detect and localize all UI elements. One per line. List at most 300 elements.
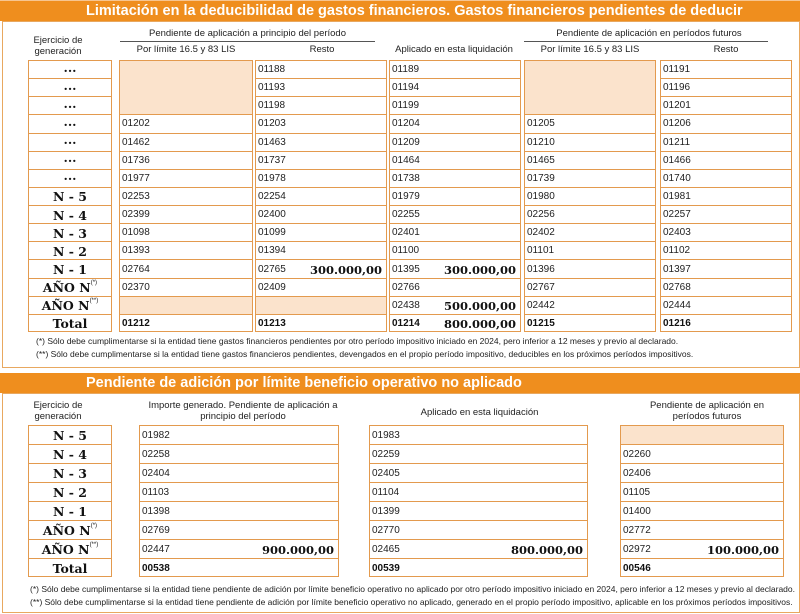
s1-field-c1-cell[interactable]	[120, 188, 252, 206]
s1-field-c1-cell[interactable]	[120, 260, 252, 278]
s2-row-label	[29, 561, 111, 576]
s1-row-label-text: AÑO N	[42, 280, 91, 296]
s1-field-c3-cell[interactable]	[390, 297, 520, 315]
s1-field-c5-cell[interactable]	[661, 134, 791, 152]
s2-row-label-text: N - 2	[52, 485, 87, 500]
s1-field-code: 02444	[663, 299, 691, 311]
s1-field-code: 01739	[527, 172, 555, 184]
s1-field-c1-cell[interactable]	[120, 297, 252, 315]
s2-field-value: 100.000,00	[706, 542, 779, 557]
s2-field-c3-cell[interactable]	[621, 445, 783, 464]
s1-field-code: 01204	[392, 118, 420, 130]
s1-field-code: 01738	[392, 172, 420, 184]
s1-field-c4-cell[interactable]	[525, 297, 655, 315]
s2-row-label	[29, 542, 111, 557]
s2-field-code: 02769	[142, 524, 170, 536]
s2-field-code: 00546	[623, 562, 651, 574]
s2-row-label	[29, 447, 111, 462]
s1-field-code: 01977	[122, 172, 150, 184]
s2-field-code: 02972	[623, 543, 651, 555]
s1-row-label-text: ···	[63, 171, 77, 187]
s2-field-code: 01983	[372, 429, 400, 441]
s2-field-code: 02259	[372, 448, 400, 460]
s1-row-label	[29, 226, 111, 241]
s1-field-code: 01189	[392, 64, 420, 76]
s1-header-ejercicio: Ejercicio de generación	[33, 35, 83, 57]
s1-row-label-text: Total	[52, 316, 88, 332]
s2-row-label-text: N - 3	[52, 466, 87, 481]
s1-label-cell	[29, 297, 111, 315]
s1-field-c2-cell[interactable]	[256, 279, 386, 297]
s1-field-code: 02253	[122, 190, 150, 202]
s1-field-code: 01206	[663, 118, 691, 130]
s1-label-cell	[29, 97, 111, 115]
s1-column-ejercicio	[28, 60, 112, 332]
s1-row-label-text: AÑO N	[41, 298, 90, 314]
section2-title: Pendiente de adición por límite beneficio operativo no aplicado	[86, 375, 522, 391]
s2-field-c2-cell[interactable]	[370, 521, 587, 540]
s1-field-c2-cell[interactable]	[256, 224, 386, 242]
s2-field-code: 02772	[623, 524, 651, 536]
s2-note-1: (*) Sólo debe cumplimentarse si la entidad tiene pendiente de adición por límite beneficio operativo no aplicado por otro período impositivo iniciado en 2024, pero inferior a 12 meses y previo al declarado.	[30, 584, 795, 594]
s2-column-importe	[139, 425, 339, 577]
s2-field-c1-cell[interactable]	[140, 521, 338, 540]
s1-field-code: 01201	[663, 100, 691, 112]
s1-field-code: 01211	[663, 136, 691, 148]
s1-label-cell	[29, 315, 111, 333]
s1-field-c5-cell[interactable]	[661, 115, 791, 133]
s1-field-c2-cell[interactable]	[256, 170, 386, 188]
s2-field-c2-cell[interactable]	[370, 559, 587, 578]
s2-field-code: 02405	[372, 467, 400, 479]
s1-label-cell	[29, 79, 111, 97]
s1-row-label	[29, 208, 111, 223]
s1-field-code: 01466	[663, 154, 691, 166]
s1-field-code: 01198	[258, 100, 286, 112]
s2-row-label	[29, 485, 111, 500]
s2-field-c1-cell[interactable]	[140, 426, 338, 445]
s1-field-code: 01397	[663, 263, 691, 275]
s1-field-code: 01213	[258, 317, 286, 329]
s1-row-label	[29, 135, 111, 150]
s1-row-label-text: N - 1	[52, 262, 87, 278]
s1-field-c2-cell[interactable]	[256, 206, 386, 224]
s2-field-code: 02406	[623, 467, 651, 479]
s1-field-c3-cell[interactable]	[390, 206, 520, 224]
s1-field-c2-cell[interactable]	[256, 97, 386, 115]
s1-field-value: 800.000,00	[443, 316, 516, 331]
s1-label-cell	[29, 115, 111, 133]
s1-field-c2-cell[interactable]	[256, 242, 386, 260]
s1-field-code: 02256	[527, 209, 555, 221]
s1-note-2: (**) Sólo debe cumplimentarse si la entidad tiene gastos financieros pendientes, devengados en el propio período impositivo, deducibles en los próximos períodos impositivos.	[36, 349, 694, 359]
s1-field-c5-cell[interactable]	[661, 297, 791, 315]
s2-field-value: 900.000,00	[261, 542, 334, 557]
s1-field-code: 01462	[122, 136, 150, 148]
s1-field-code: 01102	[663, 245, 691, 257]
s1-row-label-text: N - 2	[52, 243, 87, 259]
s1-field-c5-cell[interactable]	[661, 242, 791, 260]
s2-field-c1-cell[interactable]	[140, 502, 338, 521]
s1-row-label	[29, 262, 111, 277]
s1-field-c2-cell[interactable]	[256, 115, 386, 133]
s1-field-c3-cell[interactable]	[390, 97, 520, 115]
s1-field-code: 02401	[392, 227, 420, 239]
s2-field-c2-cell[interactable]	[370, 426, 587, 445]
s1-field-c4-cell[interactable]	[525, 170, 655, 188]
s1-label-cell	[29, 134, 111, 152]
s1-field-code: 02766	[392, 281, 420, 293]
s1-header-pendiente-inicio: Pendiente de aplicación a principio del período	[149, 28, 346, 39]
s1-field-c1-cell[interactable]	[120, 279, 252, 297]
s2-row-label-text: N - 5	[52, 428, 87, 443]
s1-row-label	[29, 99, 111, 114]
s2-header-importe: Importe generado. Pendiente de aplicación a principio del período	[148, 400, 338, 422]
s2-row-label	[29, 523, 111, 538]
s2-field-code: 02770	[372, 524, 400, 536]
s1-field-c3-cell[interactable]	[390, 61, 520, 79]
s2-row-label-text: N - 1	[52, 504, 87, 519]
s2-field-c1-cell[interactable]	[140, 559, 338, 578]
s1-row-label	[29, 171, 111, 186]
s1-field-code: 02442	[527, 299, 555, 311]
s2-field-code: 02260	[623, 448, 651, 460]
s2-field-c3-cell[interactable]	[621, 483, 783, 502]
s1-row-label	[29, 63, 111, 78]
s1-field-c1-cell[interactable]	[120, 134, 252, 152]
s1-field-c4-cell[interactable]	[525, 224, 655, 242]
s1-field-c3-cell[interactable]	[390, 134, 520, 152]
s1-label-cell	[29, 242, 111, 260]
s1-row-label-text: ···	[63, 116, 77, 132]
s1-row-label-text: ···	[63, 153, 77, 169]
s1-row-label-text: N - 4	[52, 207, 87, 223]
s1-field-c2-cell[interactable]	[256, 79, 386, 97]
s1-header-underline	[120, 41, 375, 42]
s1-row-label-footnote: (**)	[89, 298, 99, 305]
s1-field-c3-cell[interactable]	[390, 260, 520, 278]
s1-field-c5-cell[interactable]	[661, 206, 791, 224]
s2-column-ejercicio	[28, 425, 112, 577]
s2-field-c3-cell[interactable]	[621, 540, 783, 559]
s2-field-code: 00539	[372, 562, 400, 574]
s1-field-c3-cell[interactable]	[390, 170, 520, 188]
s2-field-c1-cell[interactable]	[140, 445, 338, 464]
s1-field-code: 02402	[527, 227, 555, 239]
s1-field-code: 01098	[122, 227, 150, 239]
s1-field-code: 02765	[258, 263, 286, 275]
s1-field-code: 01980	[527, 190, 555, 202]
s1-field-code: 01193	[258, 82, 286, 94]
s2-field-c3-cell[interactable]	[621, 559, 783, 578]
s2-field-code: 01399	[372, 505, 400, 517]
s1-field-code: 01396	[527, 263, 555, 275]
s1-field-c5-cell[interactable]	[661, 97, 791, 115]
s2-field-code: 01398	[142, 505, 170, 517]
s1-row-label	[29, 316, 111, 331]
s1-column-resto	[255, 60, 387, 332]
s1-field-c2-cell[interactable]	[256, 315, 386, 333]
s1-field-code: 01202	[122, 118, 150, 130]
s1-field-code: 01216	[663, 317, 691, 329]
s1-field-c3-cell[interactable]	[390, 115, 520, 133]
s2-field-c1-cell[interactable]	[140, 483, 338, 502]
s1-field-c1-cell[interactable]	[120, 315, 252, 333]
s2-row-label	[29, 428, 111, 443]
s1-field-code: 02254	[258, 190, 286, 202]
s1-field-c4-cell[interactable]	[525, 279, 655, 297]
s2-field-c3-cell[interactable]	[621, 521, 783, 540]
s2-column-pendiente	[620, 425, 784, 577]
s1-field-code: 01209	[392, 136, 420, 148]
s1-label-cell	[29, 279, 111, 297]
s2-label-cell	[29, 559, 111, 578]
s2-row-label-text: AÑO N	[41, 542, 90, 557]
s1-field-c3-cell[interactable]	[390, 315, 520, 333]
s1-field-code: 01188	[258, 64, 286, 76]
s2-field-code: 02404	[142, 467, 170, 479]
s1-row-label	[29, 280, 111, 295]
s2-field-code: 01103	[142, 486, 170, 498]
s1-field-c4-cell[interactable]	[525, 206, 655, 224]
s2-row-label-footnote: (**)	[89, 542, 99, 548]
s1-field-c4-cell[interactable]	[525, 242, 655, 260]
s2-header-ejercicio: Ejercicio de generación	[33, 400, 83, 422]
s1-field-code: 01394	[258, 245, 286, 257]
s1-field-code: 01463	[258, 136, 286, 148]
s2-row-label-text: N - 4	[52, 447, 87, 462]
s2-field-code: 01982	[142, 429, 170, 441]
s1-field-c2-cell[interactable]	[256, 61, 386, 79]
s1-field-c3-cell[interactable]	[390, 242, 520, 260]
s2-field-c3-cell[interactable]	[621, 426, 783, 445]
s1-header-por-limite: Por límite 16.5 y 83 LIS	[136, 44, 236, 55]
s1-field-c4-cell[interactable]	[525, 97, 655, 115]
s1-row-label	[29, 298, 111, 313]
s2-field-c3-cell[interactable]	[621, 502, 783, 521]
s1-field-value: 300.000,00	[443, 262, 516, 277]
s1-label-cell	[29, 61, 111, 79]
s2-field-code: 01105	[623, 486, 651, 498]
s1-label-cell	[29, 224, 111, 242]
s1-field-code: 01393	[122, 245, 150, 257]
s1-field-c1-cell[interactable]	[120, 170, 252, 188]
s1-field-c4-cell[interactable]	[525, 79, 655, 97]
s1-field-c4-cell[interactable]	[525, 260, 655, 278]
s1-row-label	[29, 81, 111, 96]
s1-field-c5-cell[interactable]	[661, 260, 791, 278]
s1-label-cell	[29, 206, 111, 224]
s2-field-c2-cell[interactable]	[370, 502, 587, 521]
s1-field-c1-cell[interactable]	[120, 115, 252, 133]
s2-field-code: 00538	[142, 562, 170, 574]
s1-field-c3-cell[interactable]	[390, 79, 520, 97]
s1-header-por-limite-2: Por límite 16.5 y 83 LIS	[540, 44, 640, 55]
s1-row-label-text: N - 5	[52, 189, 87, 205]
s2-row-label-footnote: (*)	[90, 523, 98, 529]
s1-field-c2-cell[interactable]	[256, 134, 386, 152]
s1-field-code: 01100	[392, 245, 420, 257]
s1-field-c5-cell[interactable]	[661, 79, 791, 97]
s1-field-c3-cell[interactable]	[390, 152, 520, 170]
s1-field-c3-cell[interactable]	[390, 188, 520, 206]
s2-header-aplicado: Aplicado en esta liquidación	[420, 407, 539, 418]
s1-field-code: 02255	[392, 209, 420, 221]
s1-row-label-text: N - 3	[52, 225, 87, 241]
s1-field-c5-cell[interactable]	[661, 279, 791, 297]
s2-field-code: 02447	[142, 543, 170, 555]
s1-field-value: 500.000,00	[443, 298, 516, 313]
s2-field-c1-cell[interactable]	[140, 464, 338, 483]
s1-row-label-text: ···	[63, 135, 77, 151]
s1-field-c1-cell[interactable]	[120, 242, 252, 260]
s1-label-cell	[29, 170, 111, 188]
s1-field-c5-cell[interactable]	[661, 315, 791, 333]
s2-row-label-text: Total	[52, 561, 88, 576]
s2-field-code: 01400	[623, 505, 651, 517]
s1-field-code: 01464	[392, 154, 420, 166]
s1-field-code: 02399	[122, 209, 150, 221]
s1-row-label	[29, 189, 111, 204]
s1-field-c1-cell[interactable]	[120, 224, 252, 242]
s1-field-c2-cell[interactable]	[256, 152, 386, 170]
s1-field-c1-cell[interactable]	[120, 206, 252, 224]
s1-field-c4-cell[interactable]	[525, 152, 655, 170]
s1-field-c4-cell[interactable]	[525, 315, 655, 333]
s1-field-code: 01210	[527, 136, 555, 148]
s1-field-c5-cell[interactable]	[661, 170, 791, 188]
s2-note-2: (**) Sólo debe cumplimentarse si la entidad tiene pendiente de adición por límite beneficio operativo no aplicado, generado en el propio período impositivo, aplicable en los próximos períodos impositivos.	[30, 597, 793, 607]
s1-field-c4-cell[interactable]	[525, 134, 655, 152]
s1-field-code: 01981	[663, 190, 691, 202]
s1-field-code: 02257	[663, 209, 691, 221]
s1-label-cell	[29, 188, 111, 206]
s1-field-code: 01979	[392, 190, 420, 202]
s1-field-c2-cell[interactable]	[256, 260, 386, 278]
s1-field-code: 01465	[527, 154, 555, 166]
s1-field-code: 01191	[663, 64, 691, 76]
s1-field-c5-cell[interactable]	[661, 61, 791, 79]
s2-field-code: 02465	[372, 543, 400, 555]
section1-title-band	[0, 0, 800, 21]
s1-field-c2-cell[interactable]	[256, 297, 386, 315]
s1-field-code: 02370	[122, 281, 150, 293]
s2-label-cell	[29, 483, 111, 502]
s2-field-c2-cell[interactable]	[370, 445, 587, 464]
s1-field-c4-cell[interactable]	[525, 61, 655, 79]
s2-field-value: 800.000,00	[510, 542, 583, 557]
s2-field-code: 02258	[142, 448, 170, 460]
s1-field-code: 01196	[663, 82, 691, 94]
s1-field-c1-cell[interactable]	[120, 61, 252, 79]
s1-row-label	[29, 153, 111, 168]
s1-field-c5-cell[interactable]	[661, 224, 791, 242]
s2-field-code: 01104	[372, 486, 400, 498]
s1-row-label	[29, 244, 111, 259]
s2-field-c3-cell[interactable]	[621, 464, 783, 483]
s1-field-c5-cell[interactable]	[661, 152, 791, 170]
s1-field-c5-cell[interactable]	[661, 188, 791, 206]
s1-field-code: 02409	[258, 281, 286, 293]
s1-field-code: 01194	[392, 82, 420, 94]
s1-header-aplicado: Aplicado en esta liquidación	[395, 44, 513, 55]
s1-field-code: 01736	[122, 154, 150, 166]
s1-column-por-limite	[119, 60, 253, 332]
s2-field-c2-cell[interactable]	[370, 464, 587, 483]
s1-field-c2-cell[interactable]	[256, 188, 386, 206]
s1-note-1: (*) Sólo debe cumplimentarse si la entidad tiene gastos financieros pendientes por otro período impositivo iniciado en 2024, pero inferior a 12 meses y previo al declarado.	[36, 336, 679, 346]
s1-field-code: 01215	[527, 317, 555, 329]
s2-label-cell	[29, 502, 111, 521]
s1-row-label-footnote: (*)	[90, 280, 98, 287]
s2-field-c1-cell[interactable]	[140, 540, 338, 559]
s2-row-label	[29, 466, 111, 481]
s1-field-code: 01395	[392, 263, 420, 275]
s1-field-code: 02403	[663, 227, 691, 239]
s1-field-code: 02768	[663, 281, 691, 293]
s1-field-code: 01978	[258, 172, 286, 184]
s1-field-c1-cell[interactable]	[120, 152, 252, 170]
s1-column-pendiente-por-limite	[524, 60, 656, 332]
s2-label-cell	[29, 464, 111, 483]
s2-field-c2-cell[interactable]	[370, 540, 587, 559]
section2-title-band	[0, 373, 800, 393]
s1-field-code: 01205	[527, 118, 555, 130]
s1-field-code: 01099	[258, 227, 286, 239]
s1-column-pendiente-resto	[660, 60, 792, 332]
s2-field-c2-cell[interactable]	[370, 483, 587, 502]
s1-field-c3-cell[interactable]	[390, 224, 520, 242]
s1-row-label-text: ···	[63, 62, 77, 78]
s2-row-label	[29, 504, 111, 519]
s1-field-code: 02438	[392, 299, 420, 311]
s1-field-code: 01212	[122, 317, 150, 329]
s1-field-code: 01737	[258, 154, 286, 166]
s1-field-code: 01214	[392, 317, 420, 329]
s1-field-code: 02400	[258, 209, 286, 221]
s1-row-label	[29, 117, 111, 132]
s1-field-c1-cell[interactable]	[120, 97, 252, 115]
s2-label-cell	[29, 445, 111, 464]
s1-header-resto-2: Resto	[713, 44, 739, 55]
s1-row-label-text: ···	[63, 80, 77, 96]
s1-header-underline-2	[524, 41, 768, 42]
s1-field-code: 02764	[122, 263, 150, 275]
s1-header-resto: Resto	[309, 44, 335, 55]
s1-field-value: 300.000,00	[309, 262, 382, 277]
s1-field-c4-cell[interactable]	[525, 188, 655, 206]
s2-label-cell	[29, 521, 111, 540]
s1-field-c4-cell[interactable]	[525, 115, 655, 133]
s2-label-cell	[29, 540, 111, 559]
s1-column-aplicado	[389, 60, 521, 332]
s1-field-code: 01101	[527, 245, 555, 257]
s1-field-code: 01203	[258, 118, 286, 130]
s1-field-code: 01740	[663, 172, 691, 184]
s2-label-cell	[29, 426, 111, 445]
s1-field-code: 01199	[392, 100, 420, 112]
s1-field-c3-cell[interactable]	[390, 279, 520, 297]
s2-column-aplicado	[369, 425, 588, 577]
s2-row-label-text: AÑO N	[42, 523, 91, 538]
s1-row-label-text: ···	[63, 98, 77, 114]
s1-field-c1-cell[interactable]	[120, 79, 252, 97]
s2-header-pendiente: Pendiente de aplicación en períodos futuros	[649, 400, 765, 422]
s1-header-pendiente-futuros: Pendiente de aplicación en períodos futuros	[556, 28, 742, 39]
section1-title: Limitación en la deducibilidad de gastos financieros. Gastos financieros pendientes de deducir	[86, 3, 743, 19]
s1-field-code: 02767	[527, 281, 555, 293]
s1-label-cell	[29, 152, 111, 170]
